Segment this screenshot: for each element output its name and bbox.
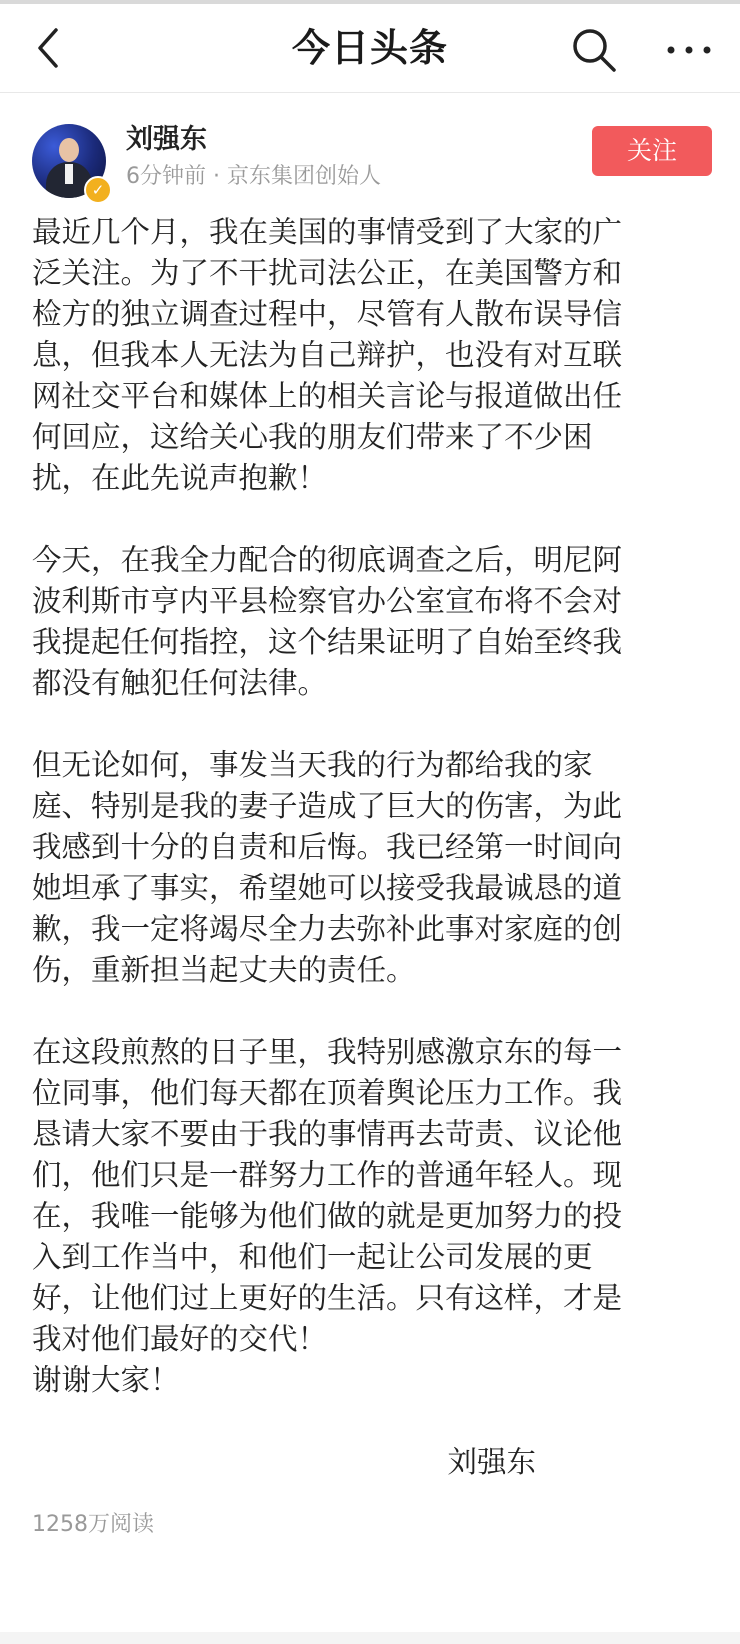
author-name[interactable]: 刘强东: [126, 124, 207, 155]
top-nav-bar: [0, 4, 740, 93]
avatar-shirt-shape: [65, 164, 73, 184]
article-signature: 刘强东: [447, 1445, 536, 1479]
article-paragraph: 在这段煎熬的日子里，我特别感激京东的每一 位同事，他们每天都在顶着舆论压力工作。我 恳请大家不要由于我的事情再去苛责、议论他 们，他们只是一群努力工作的普通年轻人。现 在，我唯一能够为他们做的就是更加努力的投 入到工作当中，和他们一起让公司发展的更 好，让他们过上更好的生活。只有这样，才是 我对他们最好的交代！ 谢谢大家！: [32, 1035, 623, 1397]
article-paragraph: 今天，在我全力配合的彻底调查之后，明尼阿 波利斯市亨内平县检察官办公室宣布将不会对 我提起任何指控，这个结果证明了自始至终我 都没有触犯任何法律。: [32, 543, 623, 700]
search-button[interactable]: [570, 26, 618, 74]
search-icon: [570, 26, 618, 74]
author-header: [0, 118, 740, 204]
post-meta: 6分钟前 · 京东集团创始人: [126, 164, 381, 189]
bottom-divider: [0, 1632, 740, 1644]
ellipsis-icon: [664, 26, 714, 74]
avatar-head-shape: [59, 138, 79, 162]
article-paragraph: 最近几个月，我在美国的事情受到了大家的广 泛关注。为了不干扰司法公正，在美国警方和 检方的独立调查过程中，尽管有人散布误导信 息，但我本人无法为自己辩护，也没有对互联 网社交平台和媒体上的相关言论与报道做出任 何回应，这给关心我的朋友们带来了不少困 扰，在此先说声抱歉！: [32, 215, 623, 495]
article-paragraph: 但无论如何，事发当天我的行为都给我的家 庭、特别是我的妻子造成了巨大的伤害，为此 我感到十分的自责和后悔。我已经第一时间向 她坦承了事实，希望她可以接受我最诚恳的道 歉，我一定将竭尽全力去弥补此事对家庭的创 伤，重新担当起丈夫的责任。: [32, 748, 623, 987]
app-title: 今日头条: [291, 26, 448, 70]
verified-badge-icon: ✓: [84, 176, 112, 204]
read-count: 1258万阅读: [32, 1512, 154, 1537]
follow-button[interactable]: 关注: [592, 126, 712, 176]
article-body: [32, 212, 696, 1483]
avatar[interactable]: [32, 124, 106, 198]
more-options-button[interactable]: [664, 26, 714, 74]
